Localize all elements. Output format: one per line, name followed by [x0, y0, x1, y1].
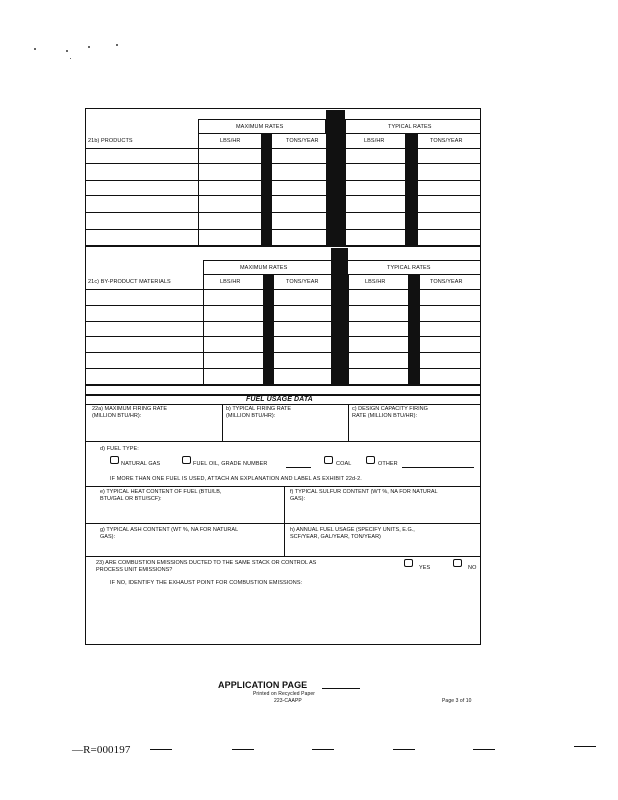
natural-gas-label: NATURAL GAS [121, 461, 161, 467]
byproducts-tons-year-max: TONS/YEAR [286, 279, 319, 285]
byproducts-row-label: 21c) BY-PRODUCT MATERIALS [88, 279, 171, 285]
design-capacity-label: c) DESIGN CAPACITY FIRING RATE (MILLION BTU/HR): [352, 406, 428, 419]
products-typ-rates-header: TYPICAL RATES [388, 124, 432, 130]
no-checkbox[interactable] [453, 559, 462, 567]
bottom-rule [150, 749, 172, 750]
fuel-usage-title: FUEL USAGE DATA [246, 396, 313, 403]
recycled-paper-note: Printed on Recycled Paper [253, 691, 315, 697]
typical-firing-rate-label: b) TYPICAL FIRING RATE (MILLION BTU/HR): [226, 406, 291, 419]
multi-fuel-note: IF MORE THAN ONE FUEL IS USED, ATTACH AN EXPLANATION AND LABEL AS EXHIBIT 22d-2. [110, 476, 362, 482]
fuel-oil-checkbox[interactable] [182, 456, 191, 464]
yes-label: YES [419, 565, 431, 571]
annual-fuel-usage-label: h) ANNUAL FUEL USAGE (SPECIFY UNITS, E.G., SCF/YEAR, GAL/YEAR, TON/YEAR) [290, 527, 415, 540]
no-label: NO [468, 565, 477, 571]
ash-content-label: g) TYPICAL ASH CONTENT (WT %, NA FOR NATURAL GAS): [100, 527, 239, 540]
other-fuel-field[interactable] [402, 467, 474, 468]
fuel-type-label: d) FUEL TYPE: [100, 446, 139, 452]
other-label: OTHER [378, 461, 398, 467]
exhaust-point-label: IF NO, IDENTIFY THE EXHAUST POINT FOR COMBUSTION EMISSIONS: [110, 580, 303, 586]
byproducts-lbs-hr-typ: LBS/HR [365, 279, 386, 285]
products-max-rates-header: MAXIMUM RATES [236, 124, 284, 130]
natural-gas-checkbox[interactable] [110, 456, 119, 464]
products-tons-year-max: TONS/YEAR [286, 138, 319, 144]
bates-number: —R=000197 [72, 744, 131, 756]
bottom-rule [393, 749, 415, 750]
page-number: Page 3 of 10 [442, 698, 472, 704]
byproducts-typ-rates-header: TYPICAL RATES [387, 265, 431, 271]
application-page-number-line [322, 688, 360, 689]
coal-checkbox[interactable] [324, 456, 333, 464]
products-tons-year-typ: TONS/YEAR [430, 138, 463, 144]
bottom-rule [574, 746, 596, 747]
bottom-rule [232, 749, 254, 750]
products-lbs-hr-max: LBS/HR [220, 138, 241, 144]
byproducts-tons-year-typ: TONS/YEAR [430, 279, 463, 285]
fuel-oil-grade-field[interactable] [286, 467, 311, 468]
byproducts-lbs-hr-max: LBS/HR [220, 279, 241, 285]
products-row-label: 21b) PRODUCTS [88, 138, 133, 144]
application-page-label: APPLICATION PAGE [218, 680, 308, 690]
bottom-rule [312, 749, 334, 750]
other-checkbox[interactable] [366, 456, 375, 464]
coal-label: COAL [336, 461, 352, 467]
form-number: 223-CAAPP [274, 698, 302, 704]
heat-content-label: e) TYPICAL HEAT CONTENT OF FUEL (BTU/LB, BTU/GAL OR BTU/SCF): [100, 489, 222, 502]
byproducts-max-rates-header: MAXIMUM RATES [240, 265, 288, 271]
yes-checkbox[interactable] [404, 559, 413, 567]
fuel-oil-label: FUEL OIL, GRADE NUMBER [193, 461, 268, 467]
max-firing-rate-label: 22a) MAXIMUM FIRING RATE (MILLION BTU/HR): [92, 406, 168, 419]
sulfur-content-label: f) TYPICAL SULFUR CONTENT (WT %, NA FOR NATURAL GAS): [290, 489, 438, 502]
bottom-rule [473, 749, 495, 750]
combustion-emissions-question: 23) ARE COMBUSTION EMISSIONS DUCTED TO THE SAME STACK OR CONTROL AS PROCESS UNIT EMISSIONS? [96, 560, 317, 573]
products-lbs-hr-typ: LBS/HR [364, 138, 385, 144]
